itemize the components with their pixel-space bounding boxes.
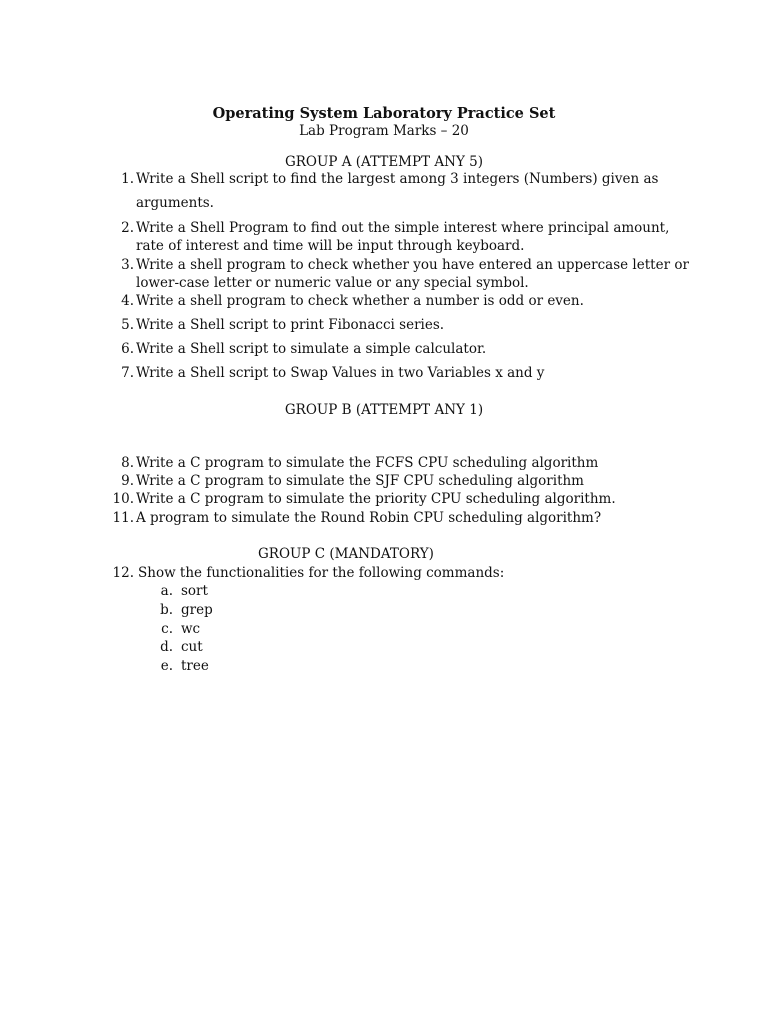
item-number: 9. bbox=[121, 473, 134, 489]
command-letter: d. bbox=[160, 639, 173, 655]
item-number: 12. bbox=[112, 565, 134, 581]
command-name: tree bbox=[181, 658, 209, 674]
item-text: Write a Shell script to print Fibonacci series. bbox=[136, 317, 445, 333]
command-name: cut bbox=[181, 639, 203, 655]
item-number: 2. bbox=[121, 220, 134, 236]
command-letter: e. bbox=[160, 658, 173, 674]
item-text: Write a C program to simulate the priority CPU scheduling algorithm. bbox=[136, 491, 616, 507]
item-number: 4. bbox=[121, 293, 134, 309]
item-line: Write a Shell Program to find out the simple interest where principal amount, bbox=[136, 220, 670, 236]
item-number: 1. bbox=[121, 171, 134, 187]
group-a-heading: GROUP A (ATTEMPT ANY 5) bbox=[284, 154, 484, 170]
command-letter: a. bbox=[160, 583, 173, 599]
item-number: 11. bbox=[112, 510, 134, 526]
item-text: Write a Shell script to simulate a simple calculator. bbox=[136, 341, 487, 357]
command-letter: b. bbox=[160, 602, 173, 618]
item-text bbox=[136, 256, 692, 292]
item-number: 3. bbox=[121, 257, 134, 273]
group-c-heading: GROUP C (MANDATORY) bbox=[258, 546, 434, 562]
item-number: 5. bbox=[121, 317, 134, 333]
item-text bbox=[136, 170, 692, 212]
item-line: arguments. bbox=[136, 195, 214, 211]
item-number: 6. bbox=[121, 341, 134, 357]
item-text: Write a C program to simulate the FCFS CPU scheduling algorithm bbox=[136, 455, 599, 471]
command-name: sort bbox=[181, 583, 208, 599]
command-name: grep bbox=[181, 602, 213, 618]
document-title: Operating System Laboratory Practice Set bbox=[212, 105, 556, 122]
item-number: 7. bbox=[121, 365, 134, 381]
item-line: Write a Shell script to find the largest among 3 integers (Numbers) given as bbox=[136, 171, 659, 187]
item-text: Show the functionalities for the following commands: bbox=[138, 565, 505, 581]
item-text: Write a shell program to check whether a number is odd or even. bbox=[136, 293, 584, 309]
item-text: Write a C program to simulate the SJF CPU scheduling algorithm bbox=[136, 473, 584, 489]
item-line: rate of interest and time will be input through keyboard. bbox=[136, 238, 525, 254]
item-number: 10. bbox=[112, 491, 134, 507]
item-text bbox=[136, 219, 692, 255]
command-letter: c. bbox=[161, 621, 173, 637]
command-name: wc bbox=[181, 621, 201, 637]
group-b-heading: GROUP B (ATTEMPT ANY 1) bbox=[284, 402, 484, 418]
item-text: A program to simulate the Round Robin CPU scheduling algorithm? bbox=[136, 510, 602, 526]
document-subtitle: Lab Program Marks – 20 bbox=[299, 123, 469, 139]
item-line: Write a shell program to check whether you have entered an uppercase letter or bbox=[136, 257, 689, 273]
item-number: 8. bbox=[121, 455, 134, 471]
item-line: lower-case letter or numeric value or any special symbol. bbox=[136, 275, 529, 291]
item-text: Write a Shell script to Swap Values in two Variables x and y bbox=[136, 365, 545, 381]
